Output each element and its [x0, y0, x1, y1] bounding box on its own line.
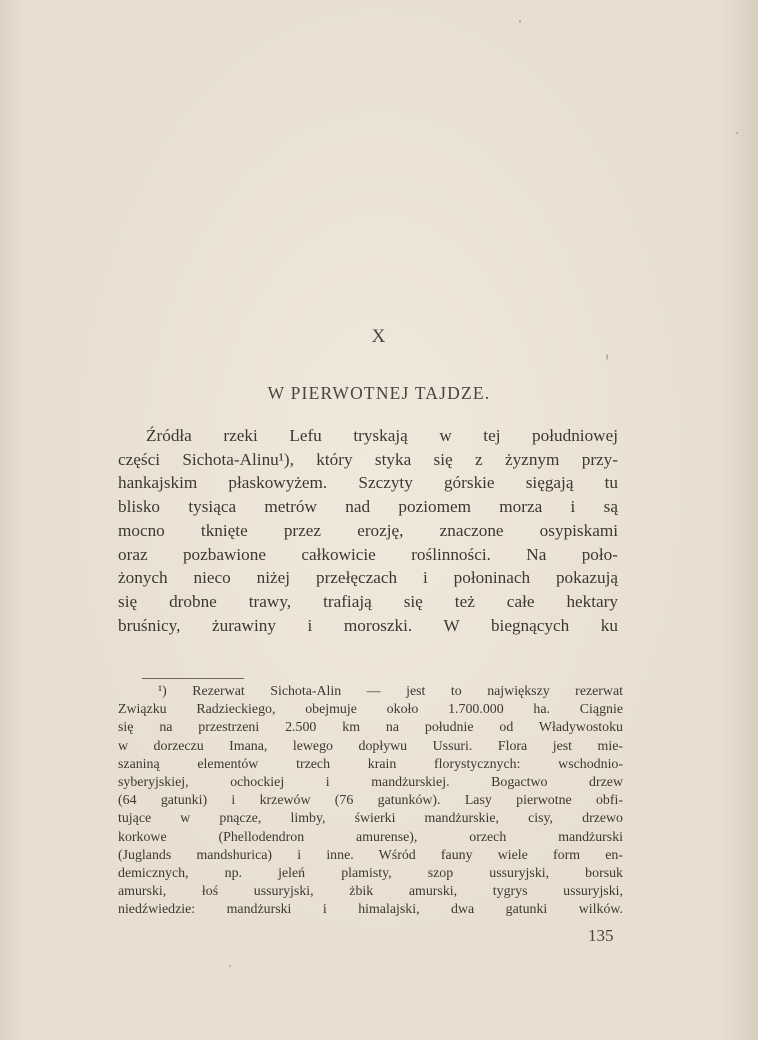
paragraph-line: się drobne trawy, trafiają się też całe hektary	[118, 591, 618, 611]
footnote-line: syberyjskiej, ochockiej i mandżurskiej. Bogactwo drzew	[118, 775, 623, 791]
paper-speck	[736, 132, 738, 134]
paragraph-line: bruśnicy, żurawiny i moroszki. W biegnących ku	[118, 615, 618, 635]
chapter-title: W PIERWOTNEJ TAJDZE.	[267, 383, 491, 403]
footnote-line: niedźwiedzie: mandżurski i himalajski, dwa gatunki wilków.	[118, 902, 623, 918]
paper-speck	[229, 965, 231, 967]
footnote-line: (Juglands mandshurica) i inne. Wśród fauny wiele form en-	[118, 847, 623, 863]
footnote-line: Związku Radzieckiego, obejmuje około 1.700.000 ha. Ciągnie	[118, 702, 623, 718]
paragraph-line: Źródła rzeki Lefu tryskają w tej południowej	[146, 426, 618, 445]
paragraph-line: żonych nieco niżej przełęczach i połoninach pokazują	[118, 568, 618, 588]
main-paragraph	[118, 424, 618, 637]
footnote-divider	[142, 678, 244, 679]
footnote-line: demicznych, np. jeleń plamisty, szop ussuryjski, borsuk	[118, 866, 623, 882]
paragraph-line: blisko tysiąca metrów nad poziomem morza i są	[118, 497, 618, 517]
chapter-number: X	[371, 326, 387, 347]
paragraph-line: części Sichota-Alinu¹), który styka się z żyznym przy-	[118, 449, 618, 469]
paper-speck	[606, 354, 608, 360]
footnote	[118, 683, 623, 920]
page-number: 135	[588, 926, 614, 945]
paragraph-line: oraz pozbawione całkowicie roślinności. Na poło-	[118, 544, 618, 564]
footnote-line: korkowe (Phellodendron amurense), orzech mandżurski	[118, 829, 623, 845]
footnote-line: tujące w pnącze, limby, świerki mandżurskie, cisy, drzewo	[118, 811, 623, 827]
paper-speck	[458, 912, 460, 914]
footnote-line: szaniną elementów trzech krain florystycznych: wschodnio-	[118, 756, 623, 772]
footnote-line: (64 gatunki) i krzewów (76 gatunków). Lasy pierwotne obfi-	[118, 793, 623, 809]
footnote-line: amurski, łoś ussuryjski, żbik amurski, tygrys ussuryjski,	[118, 884, 623, 900]
footnote-line: ¹) Rezerwat Sichota-Alin — jest to największy rezerwat	[158, 684, 623, 699]
footnote-line: w dorzeczu Imana, lewego dopływu Ussuri. Flora jest mie-	[118, 738, 623, 754]
paragraph-line: hankajskim płaskowyżem. Szczyty górskie sięgają tu	[118, 473, 618, 493]
paragraph-line: mocno tknięte przez erozję, znaczone osypiskami	[118, 520, 618, 540]
footnote-line: się na przestrzeni 2.500 km na południe od Władywostoku	[118, 720, 623, 736]
paper-speck	[519, 20, 521, 23]
